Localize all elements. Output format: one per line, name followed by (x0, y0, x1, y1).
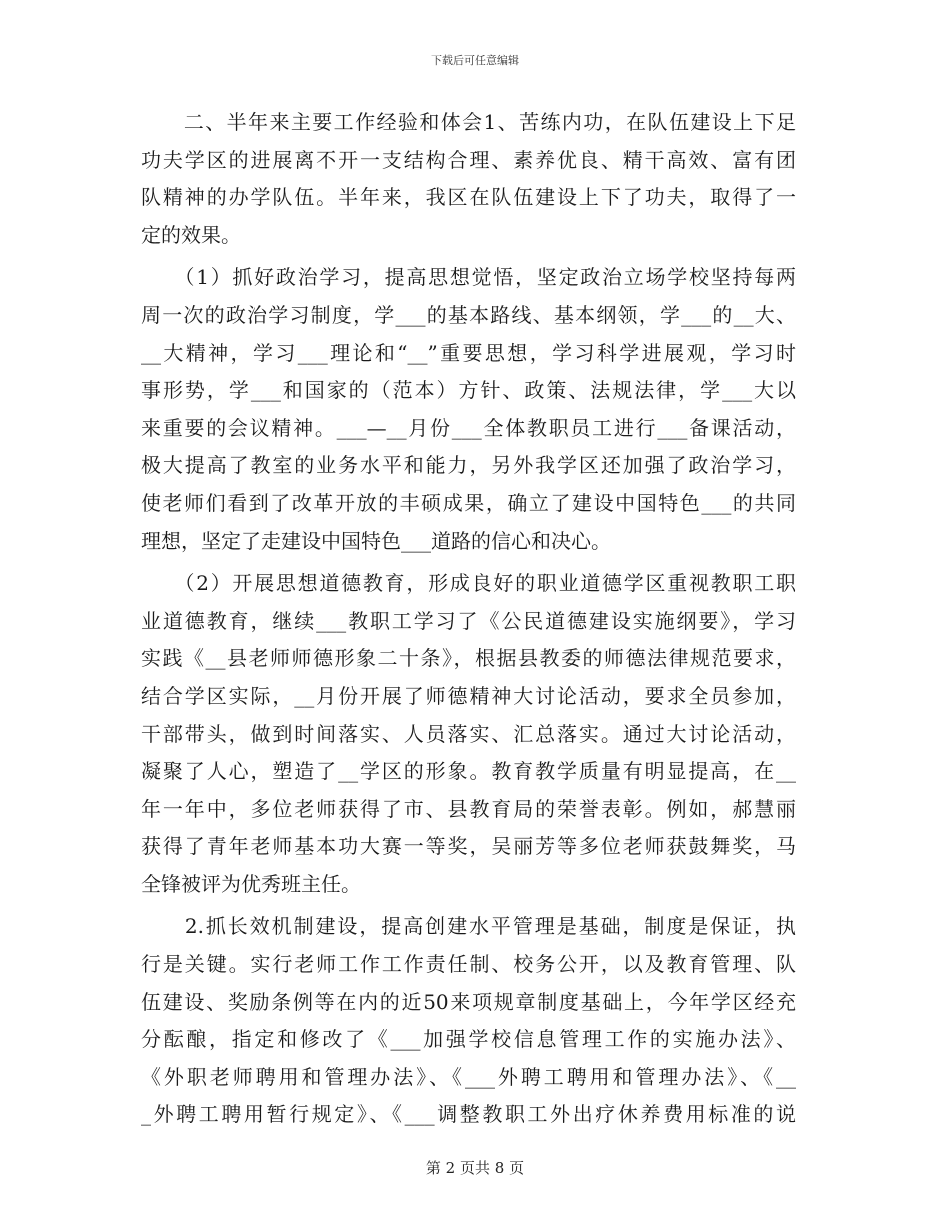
text-line: （1）抓好政治学习，提高思想觉悟，坚定政治立场学校坚持每两 (141, 265, 796, 290)
text-line: 2.抓长效机制建设，提高创建水平管理是基础，制度是保证，执 (141, 914, 796, 939)
text-line: 结合学区实际，__月份开展了师德精神大讨论活动，要求全员参加， (141, 683, 796, 708)
text-line: 凝聚了人心，塑造了__学区的形象。教育教学质量有明显提高，在__ (141, 759, 796, 784)
text-line: 功夫学区的进展离不开一支结构合理、素养优良、精干高效、富有团 (141, 147, 796, 172)
text-line: 二、半年来主要工作经验和体会1、苦练内功，在队伍建设上下足 (141, 110, 796, 134)
text-line: 极大提高了教室的业务水平和能力，另外我学区还加强了政治学习， (141, 453, 796, 478)
text-line: 实践《__县老师师德形象二十条》，根据县教委的师德法律规范要求， (141, 646, 796, 671)
paragraph-work-experience (141, 104, 796, 254)
text-line: 分酝酿，指定和修改了《___加强学校信息管理工作的实施办法》、 (141, 1027, 796, 1052)
text-line: 伍建设、奖励条例等在内的近50来项规章制度基础上，今年学区经充 (141, 989, 796, 1014)
page-number-footer: 第 2 页共 8 页 (425, 1159, 525, 1177)
text-line: 周一次的政治学习制度，学___的基本路线、基本纲领，学___的__大、 (141, 302, 796, 327)
page-header: 下载后可任意编辑 (431, 54, 519, 67)
text-line: 干部带头，做到时间落实、人员落实、汇总落实。通过大讨论活动， (141, 721, 796, 746)
text-line: 行是关键。实行老师工作工作责任制、校务公开，以及教育管理、队 (141, 952, 796, 977)
text-line: 来重要的会议精神。___—__月份___全体教职员工进行___备课活动， (141, 415, 796, 440)
text-line: 事形势，学___和国家的（范本）方针、政策、法规法律，学___大以 (141, 378, 796, 403)
text-line: 年一年中，多位老师获得了市、县教育局的荣誉表彰。例如，郝慧丽 (141, 796, 796, 821)
paragraph-moral-education (141, 565, 796, 903)
paragraph-political-study (141, 259, 796, 560)
document-body (141, 104, 796, 1134)
text-line: 获得了青年老师基本功大赛一等奖，吴丽芳等多位老师获鼓舞奖，马 (141, 834, 796, 859)
text-line: 使老师们看到了改革开放的丰硕成果，确立了建设中国特色___的共同 (141, 490, 796, 515)
paragraph-mechanism-building (141, 908, 796, 1134)
text-line: _外聘工聘用暂行规定》、《___调整教职工外出疗休养费用标准的说 (141, 1102, 796, 1127)
text-line: （2）开展思想道德教育，形成良好的职业道德学区重视教职工职 (141, 571, 796, 596)
text-line: __大精神，学习___理论和“__”重要思想，学习科学进展观，学习时 (141, 340, 796, 365)
text-line: 全锋被评为优秀班主任。 (141, 871, 361, 896)
text-line: 《外职老师聘用和管理办法》、《___外聘工聘用和管理办法》、《__ (141, 1064, 796, 1089)
text-line: 业道德教育，继续___教职工学习了《公民道德建设实施纲要》，学习 (141, 608, 796, 633)
text-line: 队精神的办学队伍。半年来，我区在队伍建设上下了功夫，取得了一 (141, 185, 796, 210)
text-line: 定的效果。 (141, 222, 241, 247)
text-line: 理想，坚定了走建设中国特色___道路的信心和决心。 (141, 528, 611, 553)
